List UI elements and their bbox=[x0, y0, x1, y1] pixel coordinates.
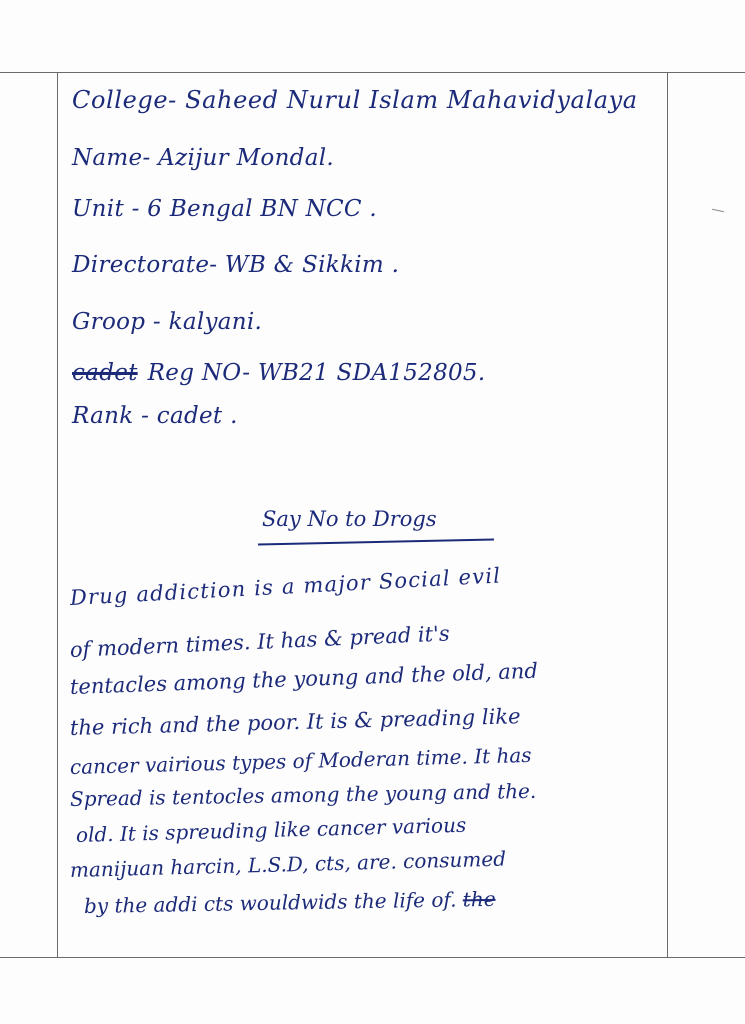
rank-line: Rank - cadet . bbox=[72, 403, 238, 429]
essay-line: the rich and the poor. It is & preading like bbox=[69, 704, 521, 740]
name-line: Name- Azijur Mondal. bbox=[72, 145, 334, 171]
essay-line: old. It is spreuding like cancer various bbox=[75, 812, 467, 847]
right-margin-line bbox=[667, 72, 668, 957]
essay-line: Drug addiction is a major Social evil bbox=[69, 563, 502, 610]
struck-word: cadet bbox=[72, 360, 138, 386]
directorate-line: Directorate- WB & Sikkim . bbox=[72, 252, 400, 278]
college-line: College- Saheed Nurul Islam Mahavidyalaya bbox=[72, 86, 638, 114]
title-underline bbox=[258, 539, 494, 546]
struck-word: the bbox=[462, 886, 496, 912]
essay-line: Spread is tentocles among the young and the. bbox=[69, 778, 537, 811]
left-margin-line bbox=[57, 72, 58, 957]
essay-line: tentacles among the young and the old, and bbox=[69, 658, 539, 699]
reg-number-line bbox=[72, 360, 485, 386]
essay-line-last bbox=[84, 887, 496, 918]
essay-line: cancer vairious types of Moderan time. It has bbox=[69, 742, 532, 779]
essay-line-text: by the addi cts wouldwids the life of. bbox=[83, 887, 457, 918]
bottom-rule-line bbox=[0, 957, 745, 958]
top-rule-line bbox=[0, 72, 745, 73]
essay-title: Say No to Drogs bbox=[262, 507, 437, 531]
reg-number-text: Reg NO- WB21 SDA152805. bbox=[147, 360, 486, 386]
essay-line: of modern times. It has & pread it's bbox=[69, 621, 451, 662]
unit-line: Unit - 6 Bengal BN NCC . bbox=[72, 196, 378, 222]
group-line: Groop - kalyani. bbox=[72, 309, 263, 335]
margin-mark bbox=[712, 209, 724, 212]
essay-line: manijuan harcin, L.S.D, cts, are. consumed bbox=[69, 846, 507, 882]
